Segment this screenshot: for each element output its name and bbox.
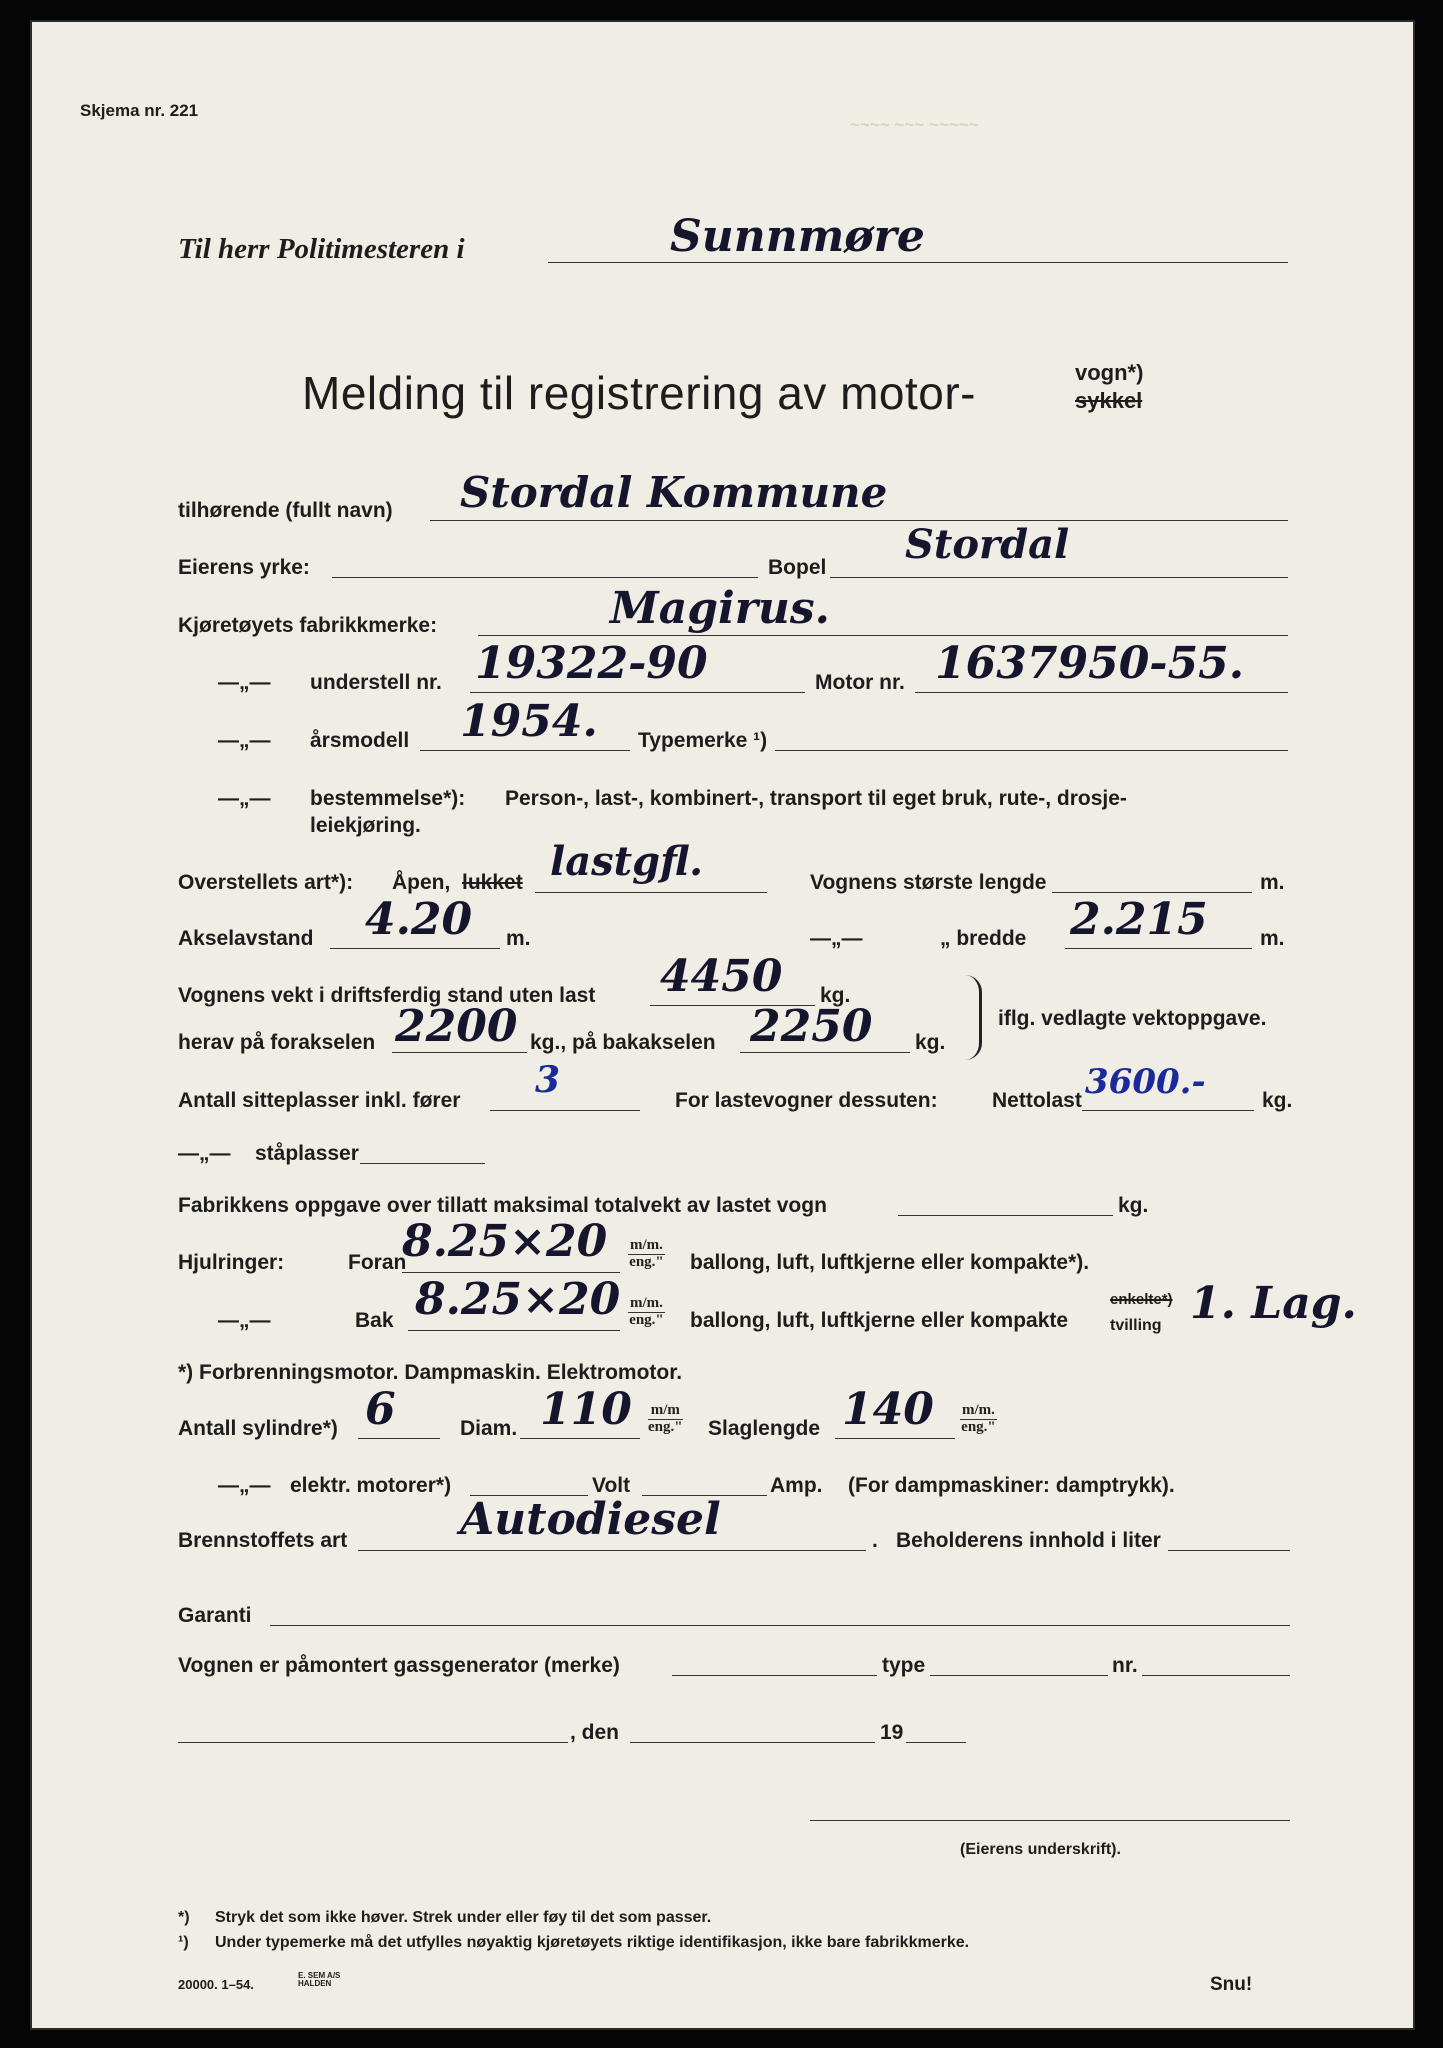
weight-label: Vognens vekt i driftsferdig stand uten last	[178, 984, 596, 1007]
axle-label: Akselavstand	[178, 927, 314, 950]
purpose-text: Person-, last-, kombinert-, transport til eget bruk, rute-, drosje-	[505, 787, 1127, 810]
unit-eng-stroke: eng."	[961, 1418, 996, 1435]
diam-label: Diam.	[460, 1417, 518, 1440]
ditto-7: —„—	[218, 1474, 271, 1497]
ditto-2: —„—	[218, 729, 271, 752]
footnote-star: *)	[178, 1909, 190, 1926]
residence-label: Bopel	[768, 556, 827, 579]
body-line	[535, 892, 767, 893]
turn-over: Snu!	[1210, 1974, 1253, 1995]
title-vogn: vogn*)	[1075, 360, 1144, 385]
fuel-value: Autodiesel	[460, 1494, 721, 1545]
warranty-label: Garanti	[178, 1604, 252, 1627]
standing-line	[360, 1163, 485, 1164]
weight-note: iflg. vedlagte vektoppgave.	[998, 1007, 1267, 1030]
form-title: Melding til registrering av motor-	[302, 367, 977, 419]
gas-type-line	[930, 1675, 1108, 1676]
chassis-line	[470, 692, 805, 693]
rear-tvilling: tvilling	[1110, 1317, 1162, 1334]
gas-nr-line	[1142, 1675, 1290, 1676]
warranty-line	[270, 1625, 1290, 1626]
stroke-unit	[960, 1403, 997, 1436]
tyre-options-rear: ballong, luft, luftkjerne eller kompakte	[690, 1309, 1069, 1332]
seats-value: 3	[535, 1059, 561, 1101]
ditto-4: —„—	[810, 927, 863, 950]
year-value: 1954.	[460, 696, 598, 747]
rear-wheel-label: Bak	[355, 1309, 394, 1332]
rear-wheel-line	[408, 1330, 620, 1331]
diam-line	[520, 1438, 640, 1439]
owner-line	[430, 520, 1288, 521]
chassis-value: 19322-90	[475, 638, 708, 689]
max-total-unit: kg.	[1118, 1194, 1149, 1217]
steam-label: (For dampmaskiner: damptrykk).	[848, 1474, 1175, 1497]
unit-mm-rear: m/m.	[630, 1295, 663, 1311]
year-label: årsmodell	[310, 729, 410, 752]
diam-value: 110	[540, 1384, 632, 1435]
title-sykkel: sykkel	[1075, 388, 1143, 413]
max-length-line	[1052, 892, 1252, 893]
addressee-value: Sunnmøre	[670, 211, 925, 262]
unit-eng-diam: eng."	[648, 1418, 683, 1435]
ditto-6: —„—	[218, 1309, 271, 1332]
addressee-label: Til herr Politimesteren i	[178, 233, 465, 265]
rear-axle-line	[740, 1052, 910, 1053]
front-wheel-value: 8.25×20	[402, 1216, 608, 1267]
body-open: Åpen,	[392, 871, 451, 894]
max-total-line	[898, 1215, 1113, 1216]
front-wheel-unit	[628, 1238, 665, 1271]
cylinders-value: 6	[365, 1384, 396, 1435]
width-unit: m.	[1260, 927, 1285, 950]
year-line	[420, 750, 630, 751]
rear-axle-unit: kg.	[915, 1031, 946, 1054]
tyre-options-front: ballong, luft, luftkjerne eller kompakte*).	[690, 1251, 1090, 1274]
front-axle-value: 2200	[395, 1001, 518, 1052]
max-length-label: Vognens største lengde	[810, 871, 1047, 894]
rear-note: 1. Lag.	[1190, 1278, 1357, 1329]
rear-enkelte: enkelte*)	[1110, 1291, 1173, 1308]
standing-label: ståplasser	[255, 1142, 359, 1165]
amp-label: Amp.	[770, 1474, 823, 1497]
axle-unit: m.	[506, 927, 531, 950]
motor-line	[915, 692, 1288, 693]
purpose-text-2: leiekjøring.	[310, 814, 421, 837]
stroke-label: Slaglengde	[708, 1417, 821, 1440]
footnote-one: ¹)	[178, 1934, 189, 1951]
ditto-3: —„—	[218, 787, 271, 810]
fuel-line	[358, 1550, 866, 1551]
gas-type-label: type	[882, 1654, 926, 1677]
date-separator: , den	[570, 1721, 620, 1744]
weight-unit: kg.	[820, 984, 851, 1007]
engine-types: *) Forbrenningsmotor. Dampmaskin. Elektromotor.	[178, 1361, 683, 1384]
width-line	[1065, 948, 1252, 949]
rear-wheel-value: 8.25×20	[415, 1274, 621, 1325]
gas-label: Vognen er påmontert gassgenerator (merke)	[178, 1654, 620, 1677]
weight-value: 4450	[660, 951, 783, 1002]
width-value: 2.215	[1070, 894, 1208, 945]
residence-value: Stordal	[905, 521, 1070, 568]
cylinders-line	[358, 1438, 440, 1439]
net-load-value: 3600.-	[1085, 1062, 1206, 1102]
width-label: „ bredde	[940, 927, 1027, 950]
type-line	[775, 750, 1288, 751]
unit-mm-stroke: m/m.	[962, 1402, 995, 1418]
motor-value: 1637950-55.	[935, 638, 1245, 689]
seats-label: Antall sitteplasser inkl. fører	[178, 1089, 461, 1112]
signature-label: (Eierens underskrift).	[960, 1841, 1121, 1858]
body-label: Overstellets art*):	[178, 871, 354, 894]
make-line	[478, 635, 1288, 636]
type-label: Typemerke ¹)	[638, 729, 768, 752]
chassis-label: understell nr.	[310, 671, 442, 694]
footnote-star-text: Stryk det som ikke høver. Strek under eller føy til det som passer.	[215, 1909, 712, 1926]
axle-value: 4.20	[365, 894, 473, 945]
form-page	[30, 20, 1415, 2030]
rear-axle-label: kg., på bakakselen	[530, 1031, 716, 1054]
net-load-unit: kg.	[1262, 1089, 1293, 1112]
tank-label: Beholderens innhold i liter	[896, 1529, 1161, 1552]
body-value: lastgfl.	[550, 838, 704, 885]
signature-line	[810, 1820, 1290, 1821]
stroke-line	[835, 1438, 955, 1439]
axle-line	[330, 948, 500, 949]
printer-name: E. SEM A/S HALDEN	[298, 1971, 341, 1988]
unit-mm: m/m.	[630, 1237, 663, 1253]
electric-label: elektr. motorer*)	[290, 1474, 452, 1497]
motor-label: Motor nr.	[815, 671, 905, 694]
footnote-one-text: Under typemerke må det utfylles nøyaktig kjøretøyets riktige identifikasjon, ikke bare fabrikkmerke.	[215, 1934, 970, 1951]
addressee-line	[548, 262, 1288, 263]
owner-label: tilhørende (fullt navn)	[178, 499, 393, 522]
front-axle-line	[392, 1052, 527, 1053]
net-load-line	[1082, 1110, 1254, 1111]
date-line	[630, 1742, 875, 1743]
front-wheel-line	[402, 1272, 620, 1273]
max-total-label: Fabrikkens oppgave over tillatt maksimal totalvekt av lastet vogn	[178, 1194, 827, 1217]
body-closed: lukket	[462, 871, 523, 894]
gas-make-line	[672, 1675, 877, 1676]
make-value: Magirus.	[610, 583, 830, 634]
max-length-unit: m.	[1260, 871, 1285, 894]
net-load-label: Nettolast	[992, 1089, 1082, 1112]
front-axle-label: herav på forakselen	[178, 1031, 376, 1054]
unit-eng: eng."	[629, 1253, 664, 1270]
trucks-label: For lastevogner dessuten:	[675, 1089, 938, 1112]
volt-label: Volt	[592, 1474, 631, 1497]
wheels-label: Hjulringer:	[178, 1251, 285, 1274]
place-line	[178, 1742, 568, 1743]
owner-value: Stordal Kommune	[460, 468, 888, 517]
seats-line	[490, 1110, 640, 1111]
occupation-label: Eierens yrke:	[178, 556, 310, 579]
purpose-label: bestemmelse*):	[310, 787, 466, 810]
tank-line	[1168, 1550, 1290, 1551]
gas-nr-label: nr.	[1112, 1654, 1138, 1677]
fuel-period: .	[872, 1529, 878, 1552]
diam-unit	[648, 1403, 683, 1436]
front-wheel-label: Foran	[348, 1251, 407, 1274]
fuel-label: Brennstoffets art	[178, 1529, 348, 1552]
unit-eng-rear: eng."	[629, 1311, 664, 1328]
residence-line	[830, 577, 1288, 578]
unit-mm-diam: m/m	[648, 1403, 683, 1420]
year-line	[906, 1742, 966, 1743]
weight-brace	[965, 975, 982, 1060]
print-code: 20000. 1–54.	[178, 1977, 254, 1992]
rear-axle-value: 2250	[750, 1001, 873, 1052]
ditto-5: —„—	[178, 1142, 231, 1165]
form-number: Skjema nr. 221	[80, 101, 199, 120]
cylinders-label: Antall sylindre*)	[178, 1417, 338, 1440]
stroke-value: 140	[842, 1384, 934, 1435]
bleed-through-text: ~~~~ ~~~ ~~~~~	[850, 115, 979, 134]
rear-wheel-unit	[628, 1296, 665, 1329]
occupation-line	[332, 577, 758, 578]
year-prefix: 19	[880, 1721, 904, 1744]
ditto-1: —„—	[218, 671, 271, 694]
make-label: Kjøretøyets fabrikkmerke:	[178, 614, 438, 637]
